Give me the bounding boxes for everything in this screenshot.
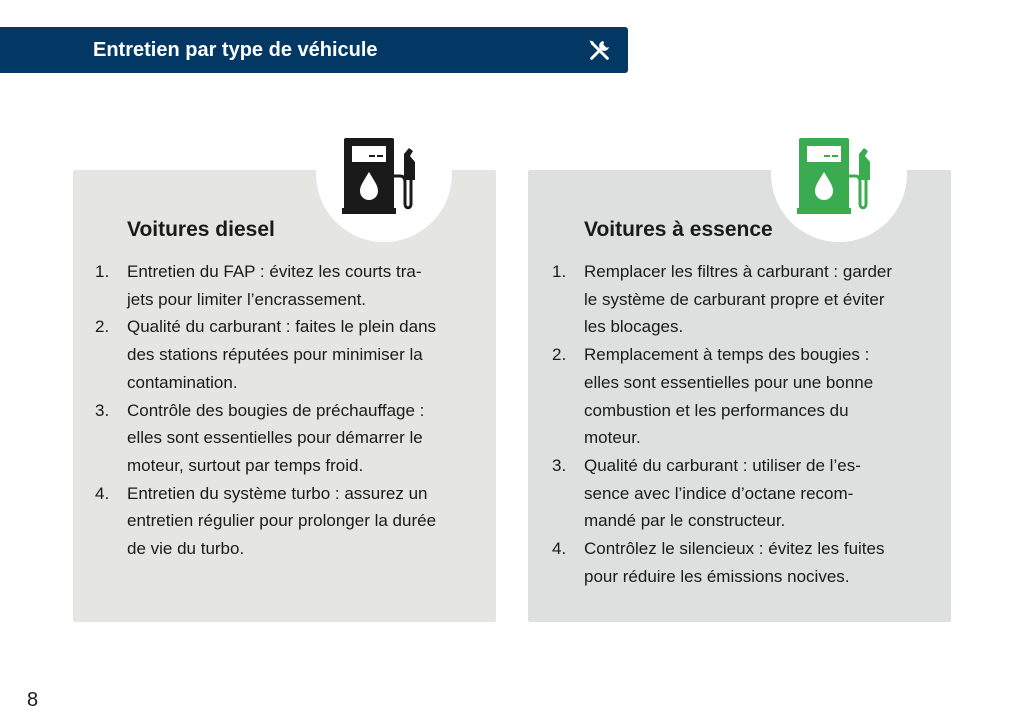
list-item-line: des stations réputées pour minimiser la <box>127 345 423 365</box>
list-item <box>95 397 480 480</box>
list-item-line: sence avec l’indice d’octane recom- <box>584 483 854 503</box>
list-item <box>95 480 480 563</box>
list-item-number: 4. <box>95 483 110 503</box>
list-item-number: 1. <box>552 262 567 281</box>
maintenance-list <box>552 258 937 590</box>
card-title: Voitures à essence <box>584 218 773 241</box>
card-diesel <box>73 170 496 622</box>
list-item-line: Remplacer les filtres à carburant : garder <box>584 262 893 281</box>
list-item-line: combustion et les performances du <box>584 400 849 420</box>
list-item-line: moteur, surtout par temps froid. <box>127 455 364 475</box>
list-item <box>95 258 480 313</box>
list-item-line: Remplacement à temps des bougies : <box>584 345 870 365</box>
list-item-line: elles sont essentielles pour démarrer le <box>127 428 423 448</box>
list-item-line: entretien régulier pour prolonger la durée <box>127 511 437 531</box>
list-item <box>95 313 480 396</box>
list-item-line: Contrôlez le silencieux : évitez les fuites <box>584 539 885 559</box>
list-item-line: mandé par le constructeur. <box>584 511 786 531</box>
list-item-line: elles sont essentielles pour une bonne <box>584 372 874 392</box>
list-item-line: de vie du turbo. <box>127 539 245 559</box>
maintenance-list <box>95 258 480 563</box>
list-item-line: moteur. <box>584 428 641 448</box>
list-item-line: pour réduire les émissions nocives. <box>584 566 850 586</box>
tools-icon <box>586 37 613 64</box>
list-item-line: Entretien du système turbo : assurez un <box>127 483 428 503</box>
icon-badge <box>771 106 907 242</box>
fuel-pump-icon <box>342 136 422 216</box>
list-item-line: Qualité du carburant : faites le plein dans <box>127 317 437 337</box>
card-essence <box>528 170 951 622</box>
list-item-line: Qualité du carburant : utiliser de l’es- <box>584 455 861 475</box>
list-item <box>552 452 937 535</box>
list-item-number: 2. <box>95 317 110 337</box>
list-item-number: 2. <box>552 345 567 365</box>
list-item-line: Entretien du FAP : évitez les courts tra- <box>127 262 422 281</box>
list-item-line: les blocages. <box>584 317 684 337</box>
list-item-line: Contrôle des bougies de préchauffage : <box>127 400 425 420</box>
list-item-number: 4. <box>552 539 567 559</box>
section-header <box>0 27 628 73</box>
list-item-line: contamination. <box>127 372 238 392</box>
list-item-line: jets pour limiter l’encrassement. <box>127 289 367 309</box>
page-title: Entretien par type de véhicule <box>93 39 378 61</box>
list-item-line: le système de carburant propre et éviter <box>584 289 885 309</box>
list-item <box>552 535 937 590</box>
page-number: 8 <box>27 689 39 711</box>
fuel-pump-icon <box>797 136 877 216</box>
list-item <box>552 341 937 452</box>
card-title: Voitures diesel <box>127 218 275 241</box>
list-item-number: 3. <box>95 400 110 420</box>
list-item <box>552 258 937 341</box>
list-item-number: 3. <box>552 455 567 475</box>
icon-badge <box>316 106 452 242</box>
list-item-number: 1. <box>95 262 110 281</box>
